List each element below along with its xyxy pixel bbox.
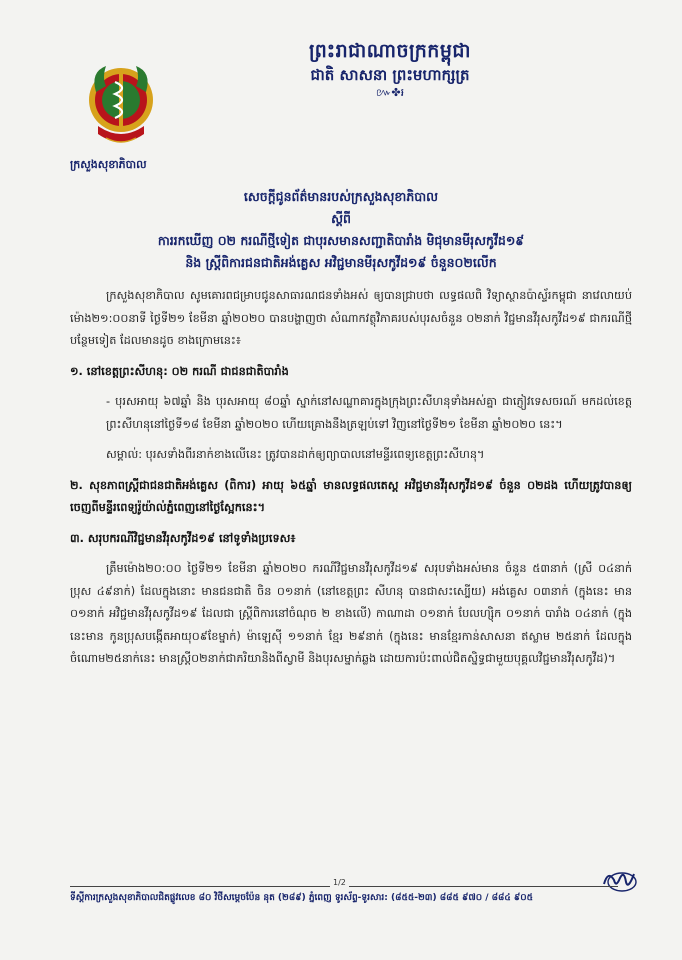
announcement-body [70,285,632,671]
section-2-paragraph: ២. សុខភាពស្ត្រីជាជនជាតិអង់គ្លេស (ពិការ) អាយុ ៦៥ឆ្នាំ មានលទ្ធផលតេស្ត អវិជ្ជមានវីរុសកូវីដ១៩ ចំនួន ០២ដង ហើយត្រូវបានឲ្យចេញពីមន្ទីរពេទ្យរ៉ូយ៉ាល់ភ្នំពេញនៅថ្ងៃស្អែកនេះ។ [70,478,632,514]
announcement-subject-line-2: និង ស្ត្រីពិការជនជាតិអង់គ្លេស អវិជ្ជមានមីរុសកូវីដ១៩ ចំនួន០២លើក [185,255,497,270]
signature-mark [600,866,640,894]
section-1-heading: ១. នៅខេត្តព្រះសីហនុ: ០២ ករណី ជាជនជាតិបារាំង [70,364,289,378]
kingdom-title: ព្រះរាជាណាចក្រកម្ពុជា [309,40,471,62]
page-number: 1/2 [330,878,349,887]
header-ornament: ៚✤៛ [375,86,405,99]
announcement-title: សេចក្តីជូនព័ត៌មានរបស់ក្រសួងសុខាភិបាល [243,189,439,204]
announcement-subject-label: ស្តីពី [331,211,351,226]
announcement-title-block [0,186,682,274]
note-paragraph: សម្គាល់: បុរសទាំងពីរនាក់ខាងលើនេះ ត្រូវបានដាក់ឲ្យព្យាបាលនៅមន្ទីរពេទ្យខេត្តព្រះសីហនុ។ [106,448,485,461]
announcement-subject-line-1: ការរកឃើញ ០២ ករណីថ្មីទៀត ជាបុរសមានសញ្ជាតិបារាំង មិជុមានមីរុសកូវីដ១៩ [157,233,525,248]
footer-address: ទីស្តីការក្រសួងសុខាភិបាលជិតផ្លូវលេខ ៨០ វិថីសម្តេចប៉ែន នុត (២៨៩) ភ្នំពេញ ទូរស័ព្ទ-ទូរសារ: (៨៥៥-២៣) ៨៨៥ ៩៧០ / ៨៨៤ ៩០៥ [70,893,533,903]
ministry-name: ក្រសួងសុខាភិបាល [70,158,147,171]
national-motto: ជាតិ សាសនា ព្រះមហាក្សត្រ [310,66,470,84]
intro-paragraph: ក្រសួងសុខាភិបាល សូមគោរពជម្រាបជូនសាធារណជនទាំងអស់ ឲ្យបានជ្រាបថា លទ្ធផលពិ វិទ្យាស្ថានប៉ាស្ទ័រកម្ពុជា នាវេលាយប់ម៉ោង២១:០០នាទី ថ្ងៃទី២១ ខែមីនា ឆ្នាំ២០២០ បានបង្ហាញថា សំណាកវត្ថុវិភាគរបស់បុរសចំនួន ០២នាក់ វិជ្ជមានវីរុសកូវីដ១៩ ជាករណីថ្មីបន្ថែមទៀត ដែលមានដូច ខាងក្រោមនេះ៖ [70,289,632,347]
section-3-paragraph: ត្រឹមម៉ោង២០:០០ ថ្ងៃទី២១ ខែមីនា ឆ្នាំ២០២០ ករណីវិជ្ជមានវីរុសកូវីដ១៩ សរុបទាំងអស់មាន ចំនួន ៥៣នាក់ (ស្រី ០៤នាក់ ប្រុស ៤៩នាក់) ដែលក្នុងនោះ មានជនជាតិ ចិន ០១នាក់ (នៅខេត្តព្រះ សីហនុ បានជាសះស្បើយ) អង់គ្លេស ០៣នាក់ (ក្នុងនេះ មាន ០១នាក់ អវិជ្ជមានវីរុសកូវីដ១៩ ដែលជា ស្ត្រីពិការនៅចំណុច ២ ខាងលើ) កាណាដា ០១នាក់ បែលហ្ស៊ិក ០១នាក់ បារាំង ០៤នាក់ (ក្នុងនេះមាន កូនប្រុសបង្កើតអាយុ០៩ខែម្នាក់) ម៉ាឡេស៊ី ១១នាក់ ខ្មែរ ២៩នាក់ (ក្នុងនេះ មានខ្មែរកាន់សាសនា ឥស្លាម ២៥នាក់ ដែលក្នុងចំណោម២៥នាក់នេះ មានស្ត្រី០២នាក់ជាភរិយានិងពីស្វាមី និងបុរសម្នាក់ឆ្លង ដោយការប៉ះពាល់ជិតស្និទ្ធជាមួយបុគ្គលវិជ្ជមានវីរុសកូវីដ)។ [70,562,632,665]
section-3-heading: ៣. សរុបករណីវិជ្ជមានវីរុសកូវីដ១៩ នៅទូទាំងប្រទេស៖ [70,531,296,545]
ministry-logo [84,60,158,156]
section-1-paragraph: - បុរសអាយុ ៦៧ឆ្នាំ និង បុរសអាយុ ៨០ឆ្នាំ ស្នាក់នៅសណ្ឋាគារក្នុងក្រុងព្រះសីហនុទាំងអស់គ្នា ជាភ្ញៀវទេសចរណ៍ មកដល់ខេត្តព្រះសីហនុនៅថ្ងៃទី១៨ ខែមីនា ឆ្នាំ២០២០ ហើយគ្រោងនឹងត្រឡប់ទៅ វិញនៅថ្ងៃទី២១ ខែមីនា ឆ្នាំ២០២០ នេះ។ [106,395,632,431]
